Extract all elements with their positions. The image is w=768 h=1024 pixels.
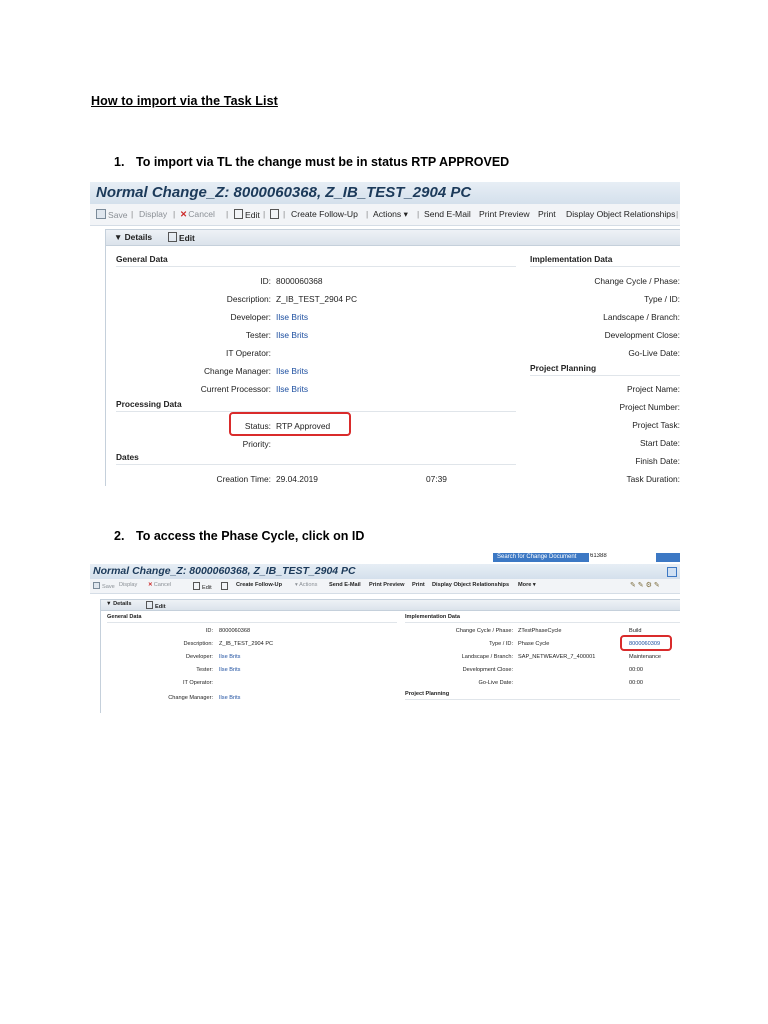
print-button[interactable]: Print <box>412 582 425 588</box>
create-follow-up-button[interactable]: Create Follow-Up <box>236 582 282 588</box>
phase-value: Build <box>629 628 642 634</box>
development-close-time: 00:00 <box>629 667 643 673</box>
go-live-date-label: Go-Live Date: <box>478 680 513 686</box>
landscape-value: SAP_NETWEAVER_7_400001 <box>518 654 596 660</box>
panel-edit-button[interactable]: Edit <box>146 601 166 610</box>
send-email-button[interactable]: Send E-Mail <box>329 582 361 588</box>
send-email-button[interactable]: Send E-Mail <box>424 209 471 219</box>
status-highlight-box <box>229 412 351 436</box>
description-value: Z_IB_TEST_2904 PC <box>219 641 274 647</box>
landscape-branch-label: Landscape / Branch: <box>461 654 513 660</box>
creation-date-value: 29.04.2019 <box>276 474 318 484</box>
implementation-data-heading: Implementation Data <box>530 254 613 264</box>
implementation-data-heading: Implementation Data <box>405 614 461 620</box>
search-change-document-dropdown[interactable]: Search for Change Document <box>493 553 589 562</box>
id-label: ID: <box>205 628 213 634</box>
edit-button[interactable]: Edit <box>234 209 260 220</box>
display-object-relationships-button[interactable]: Display Object Relationships <box>566 209 676 219</box>
edit-icon <box>193 582 200 590</box>
description-label: Description: <box>183 641 213 647</box>
display-object-relationships-button[interactable]: Display Object Relationships <box>432 582 510 588</box>
id-value: 8000060368 <box>276 276 323 286</box>
current-processor-label: Current Processor: <box>200 384 271 394</box>
header-bar <box>90 564 680 579</box>
change-manager-label: Change Manager: <box>203 366 271 376</box>
screenshot-2 <box>90 553 680 713</box>
project-planning-heading: Project Planning <box>405 691 450 697</box>
edit-icon <box>234 209 243 219</box>
toolbar-action-icons[interactable]: ✎ ✎ ⚙ ✎ <box>630 582 660 589</box>
edit-icon <box>146 601 153 609</box>
print-button[interactable]: Print <box>538 209 556 219</box>
id-value: 8000060368 <box>219 628 251 634</box>
change-cycle-phase-label: Change Cycle / Phase: <box>594 276 680 286</box>
tester-label: Tester: <box>196 667 213 673</box>
save-icon <box>93 582 100 589</box>
chevron-down-icon: ▾ <box>401 209 408 219</box>
cancel-button[interactable]: ✕Cancel <box>180 209 215 219</box>
tester-link[interactable]: Ilse Brits <box>219 667 241 673</box>
copy-icon <box>221 582 228 590</box>
start-date-label: Start Date: <box>639 438 680 448</box>
tester-link[interactable]: Ilse Brits <box>276 330 309 340</box>
display-button[interactable]: Display <box>139 209 168 219</box>
more-button[interactable]: More ▾ <box>518 582 536 588</box>
change-cycle-value: ZTestPhaseCycle <box>518 628 562 634</box>
project-name-label: Project Name: <box>626 384 680 394</box>
current-processor-link[interactable]: Ilse Brits <box>276 384 309 394</box>
create-follow-up-button[interactable]: Create Follow-Up <box>291 209 358 219</box>
header-bar <box>90 182 680 204</box>
step-2 <box>114 529 364 543</box>
save-button[interactable]: Save <box>93 582 115 590</box>
priority-label: Priority: <box>242 439 271 449</box>
details-body <box>100 610 680 713</box>
triangle-down-icon: ▼ <box>106 601 114 607</box>
triangle-down-icon: ▼ <box>114 232 125 242</box>
step-1 <box>114 155 509 169</box>
it-operator-label: IT Operator: <box>226 348 271 358</box>
change-manager-link[interactable]: Ilse Brits <box>276 366 309 376</box>
cancel-button[interactable]: ✕Cancel <box>148 582 172 588</box>
change-manager-link[interactable]: Ilse Brits <box>219 695 241 701</box>
phase-cycle-id-highlight-box <box>620 635 672 651</box>
description-value: Z_IB_TEST_2904 PC <box>276 294 357 304</box>
step-1-number: 1. <box>114 155 125 169</box>
search-number-input[interactable]: 61388 <box>590 553 607 559</box>
change-title: Normal Change_Z: 8000060368, Z_IB_TEST_2904 PC <box>93 565 356 577</box>
details-panel-header[interactable] <box>105 229 680 246</box>
creation-time-label: Creation Time: <box>216 474 271 484</box>
toolbar: Save | Display | ✕Cancel | Edit | | Create Follow-Up | Actions ▾ | Send E-Mail Print Preview Print Display Object Relationships | <box>90 204 680 226</box>
phase-cycle-id-link[interactable]: 8000060309 <box>629 641 661 647</box>
task-duration-label: Task Duration: <box>626 474 680 484</box>
change-title: Normal Change_Z: 8000060368, Z_IB_TEST_2904 PC <box>96 184 472 201</box>
display-button[interactable]: Display <box>119 582 138 588</box>
it-operator-label: IT Operator: <box>182 680 213 686</box>
type-id-label: Type / ID: <box>489 641 513 647</box>
developer-label: Developer: <box>230 312 271 322</box>
actions-button[interactable]: ▾ Actions <box>295 582 318 588</box>
developer-label: Developer: <box>185 654 213 660</box>
chevron-down-icon: ▾ <box>531 582 536 588</box>
print-preview-button[interactable]: Print Preview <box>369 582 405 588</box>
processing-data-heading: Processing Data <box>116 399 182 409</box>
edit-button[interactable]: Edit <box>193 582 212 591</box>
finish-date-label: Finish Date: <box>635 456 680 466</box>
step-2-text: To access the Phase Cycle, click on ID <box>136 529 365 543</box>
details-toggle[interactable]: ▼ Details <box>114 232 153 242</box>
branch-value: Maintenance <box>629 654 662 660</box>
go-live-time: 00:00 <box>629 680 643 686</box>
type-id-label: Type / ID: <box>644 294 680 304</box>
change-cycle-phase-label: Change Cycle / Phase: <box>455 628 513 634</box>
doc-title: How to import via the Task List <box>91 94 278 108</box>
status-label: Status: <box>244 421 271 431</box>
window-icon[interactable] <box>667 567 677 577</box>
actions-button[interactable]: Actions ▾ <box>373 209 408 219</box>
copy-button[interactable] <box>270 209 279 220</box>
tester-label: Tester: <box>245 330 271 340</box>
change-manager-label: Change Manager: <box>168 695 213 701</box>
creation-time-value: 07:39 <box>426 474 447 484</box>
landscape-branch-label: Landscape / Branch: <box>603 312 680 322</box>
development-close-label: Development Close: <box>604 330 680 340</box>
developer-link[interactable]: Ilse Brits <box>276 312 309 322</box>
panel-edit-button[interactable]: Edit <box>168 232 195 243</box>
project-task-label: Project Task: <box>632 420 680 430</box>
project-number-label: Project Number: <box>619 402 680 412</box>
edit-icon <box>168 232 177 242</box>
copy-icon <box>270 209 279 219</box>
chevron-down-icon: ▾ <box>295 582 300 588</box>
step-2-number: 2. <box>114 529 125 543</box>
developer-link[interactable]: Ilse Brits <box>219 654 241 660</box>
description-label: Description: <box>226 294 271 304</box>
development-close-label: Development Close: <box>462 667 513 673</box>
toolbar <box>90 579 680 594</box>
general-data-heading: General Data <box>116 254 168 264</box>
save-icon <box>96 209 106 219</box>
general-data-heading: General Data <box>107 614 142 620</box>
print-preview-button[interactable]: Print Preview <box>479 209 530 219</box>
search-go-button[interactable] <box>656 553 680 562</box>
details-toggle[interactable]: ▼ Details <box>106 601 132 607</box>
save-button[interactable]: Save <box>96 209 128 220</box>
cancel-icon: ✕ <box>148 582 153 588</box>
step-1-text: To import via TL the change must be in status RTP APPROVED <box>136 155 510 169</box>
dates-heading: Dates <box>116 452 139 462</box>
id-label: ID: <box>260 276 271 286</box>
go-live-date-label: Go-Live Date: <box>628 348 680 358</box>
screenshot-1 <box>90 182 680 486</box>
project-planning-heading: Project Planning <box>530 363 597 373</box>
status-value: RTP Approved <box>276 421 331 431</box>
details-body <box>105 245 680 486</box>
copy-button[interactable] <box>221 582 228 591</box>
cancel-icon: ✕ <box>180 209 188 219</box>
type-value: Phase Cycle <box>518 641 550 647</box>
